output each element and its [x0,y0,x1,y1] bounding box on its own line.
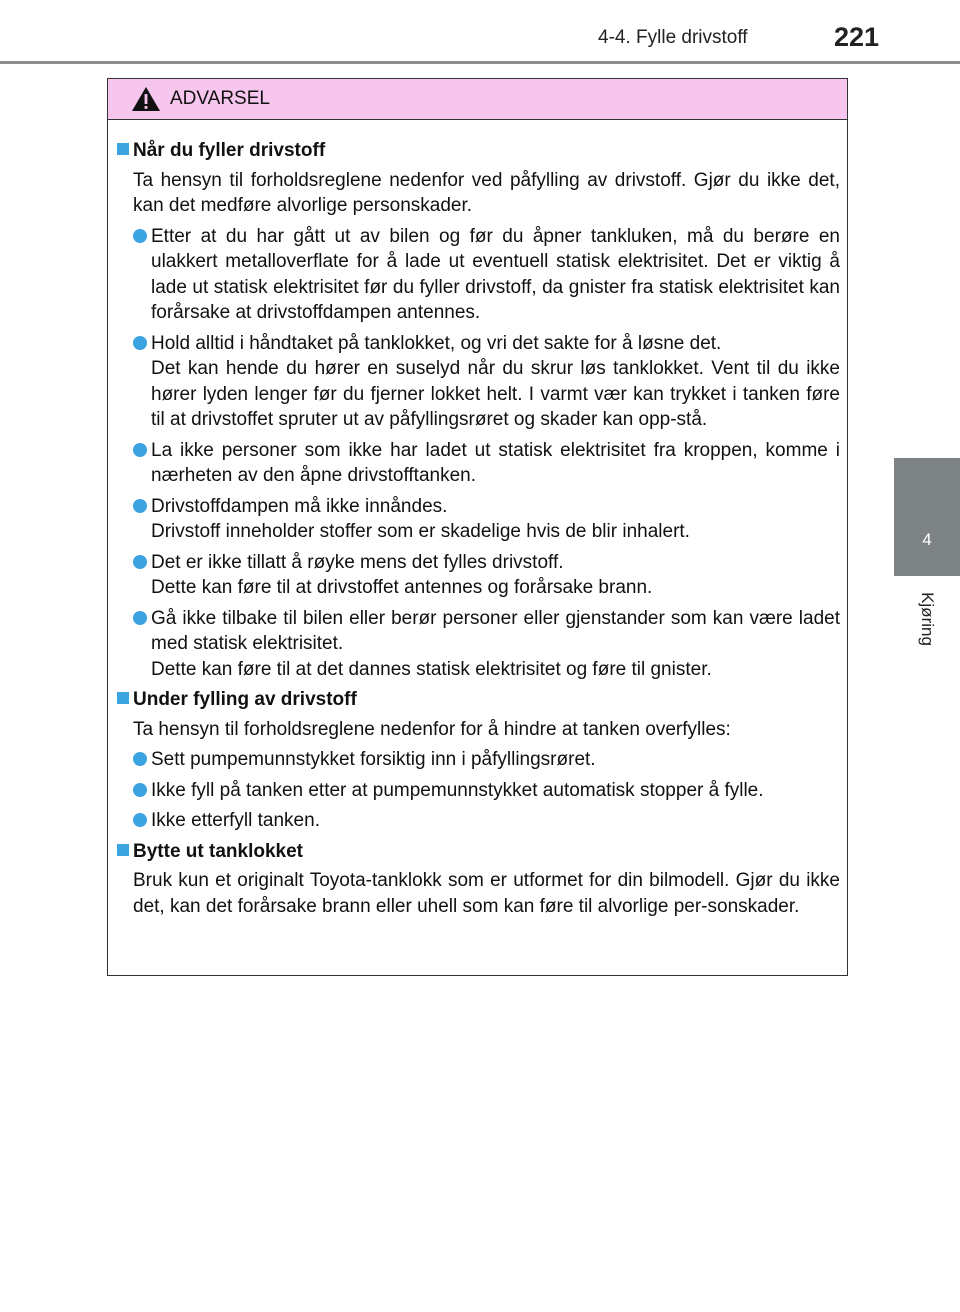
circle-bullet-icon [133,783,147,797]
section-title: Når du fyller drivstoff [117,138,840,164]
chapter-label-container [894,583,960,663]
section-intro: Ta hensyn til forholdsreglene nedenfor ved påfylling av drivstoff. Gjør du ikke det, kan det medføre alvorlige personskader. [133,169,840,216]
list-item: Etter at du har gått ut av bilen og før du åpner tankluken, må du berøre en ulakkert metalloverflate for å lade ut eventuell statisk elektrisitet. Det er viktig å lade ut statisk elektrisitet før du fyller drivstoff, da gnister fra statisk elektrisitet kan forårsake at drivstoffdampen antennes. [133,224,840,326]
square-bullet-icon [117,692,129,704]
list-item: Hold alltid i håndtaket på tanklokket, og vri det sakte for å løsne det. Det kan hende du hører en suselyd når du skrur løs tanklokket. Vent til du ikke hører lyden lenger før du fjerner lokket helt. I varmt vær kan trykket i tanken føre til at drivstoffet spruter ut av påfyllingsrøret og skader kan opp-stå. [133,331,840,433]
list-item: La ikke personer som ikke har ladet ut statisk elektrisitet fra kroppen, komme i nærheten av den åpne drivstofftanken. [133,438,840,489]
square-bullet-icon [117,844,129,856]
warning-triangle-icon [131,86,161,112]
circle-bullet-icon [133,229,147,243]
section-intro: Bruk kun et originalt Toyota-tanklokk som er utformet for din bilmodell. Gjør du ikke det, kan det forårsake brann eller uhell som kan føre til alvorlige per-sonskader. [133,870,840,917]
circle-bullet-icon [133,611,147,625]
section-title: Under fylling av drivstoff [117,687,840,713]
list-item: Gå ikke tilbake til bilen eller berør personer eller gjenstander som kan være ladet med statisk elektrisitet. Dette kan føre til at det dannes statisk elektrisitet og føre til gnister. [133,606,840,683]
circle-bullet-icon [133,555,147,569]
list-item: Ikke etterfyll tanken. [133,808,840,834]
chapter-label: Kjøring [918,592,937,646]
circle-bullet-icon [133,752,147,766]
warning-title: ADVARSEL [170,88,270,109]
chapter-tab [894,458,960,576]
list-item: Ikke fyll på tanken etter at pumpemunnstykket automatisk stopper å fylle. [133,778,840,804]
circle-bullet-icon [133,813,147,827]
circle-bullet-icon [133,443,147,457]
warning-body [108,120,847,919]
square-bullet-icon [117,143,129,155]
warning-box [107,78,848,976]
list-item: Det er ikke tillatt å røyke mens det fylles drivstoff. Dette kan føre til at drivstoffet antennes og forårsake brann. [133,550,840,601]
warning-header [108,79,847,120]
page-number: 221 [834,22,880,52]
header-section-title: 4-4. Fylle drivstoff [598,27,748,48]
list-item: Sett pumpemunnstykket forsiktig inn i påfyllingsrøret. [133,747,840,773]
section-title: Bytte ut tanklokket [117,839,840,865]
section-intro: Ta hensyn til forholdsreglene nedenfor for å hindre at tanken overfylles: [133,718,731,740]
chapter-number: 4 [922,530,932,549]
circle-bullet-icon [133,336,147,350]
circle-bullet-icon [133,499,147,513]
header-divider [0,61,960,64]
list-item: Drivstoffdampen må ikke innåndes. Drivstoff inneholder stoffer som er skadelige hvis de blir inhalert. [133,494,840,545]
